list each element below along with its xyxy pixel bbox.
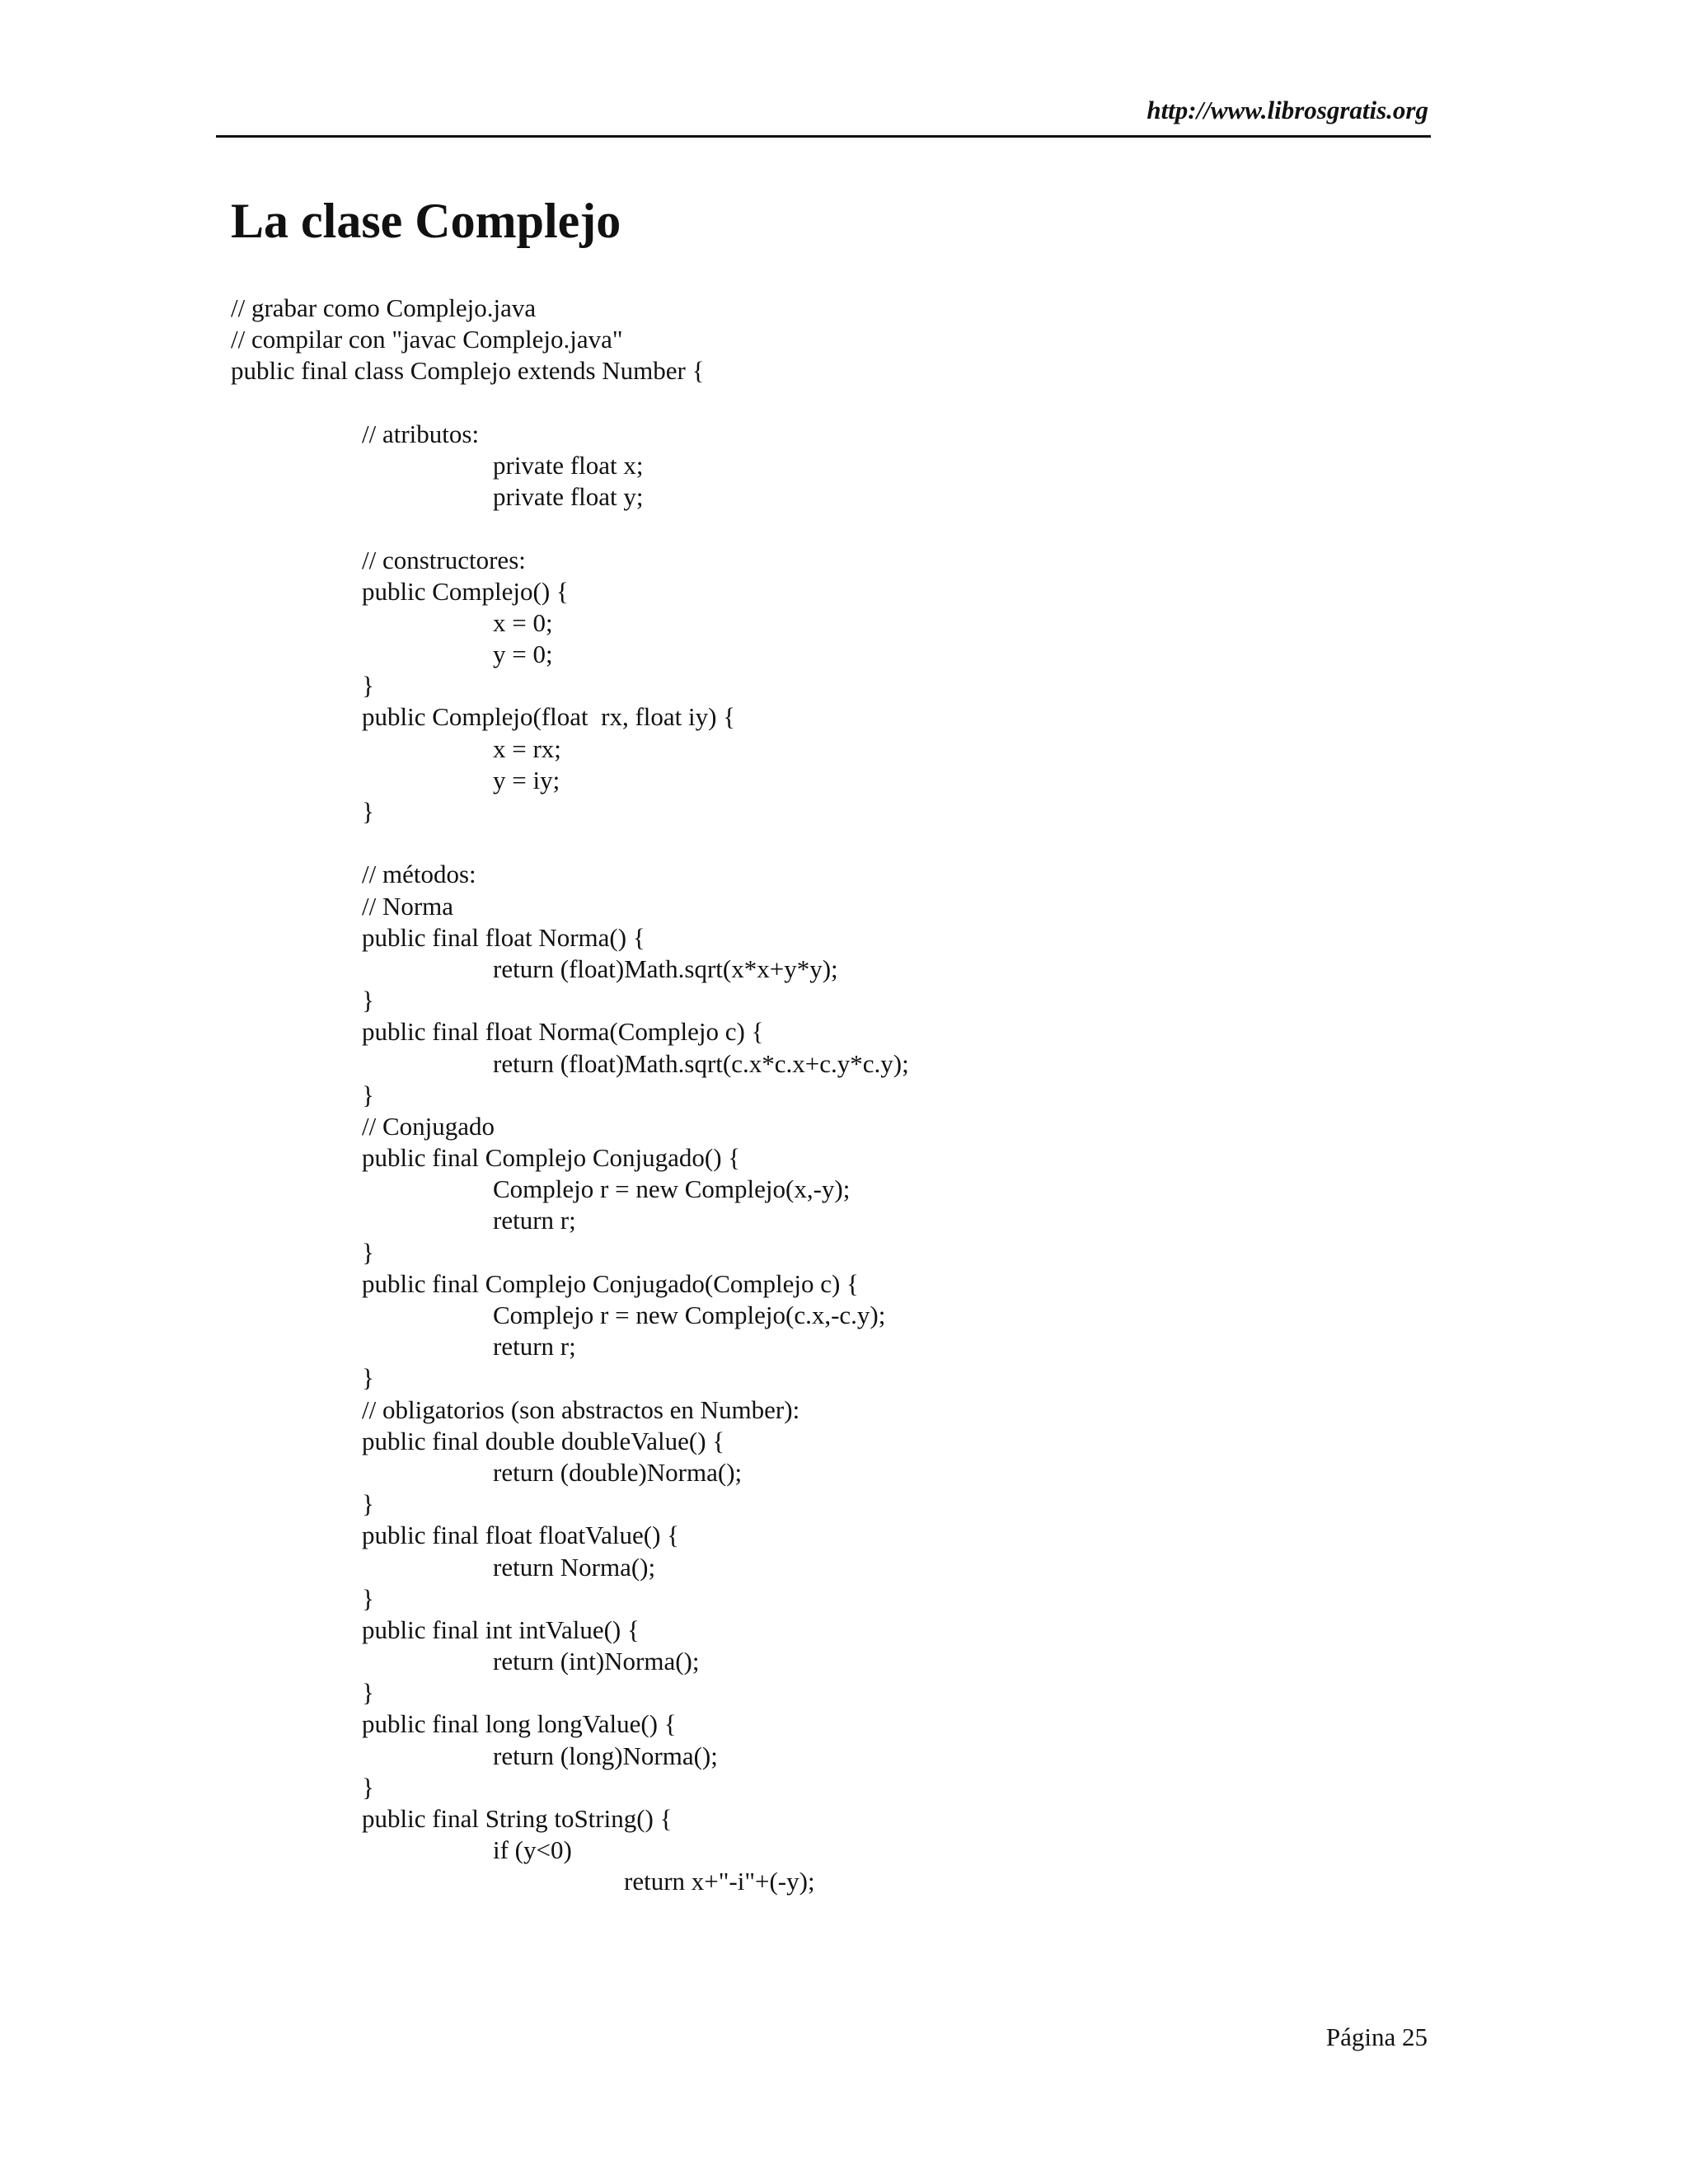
code-line: Complejo r = new Complejo(x,-y); (493, 1174, 851, 1204)
code-line: // atributos: (362, 419, 480, 448)
code-line: public final Complejo Conjugado() { (362, 1143, 741, 1173)
code-line: } (362, 671, 374, 701)
header-rule (216, 135, 1431, 138)
code-line: } (362, 797, 374, 826)
code-block (231, 293, 1401, 1898)
page-number: Página 25 (1325, 2022, 1428, 2051)
code-line: return Norma(); (493, 1552, 656, 1582)
code-line: public Complejo() { (362, 576, 569, 606)
code-line: y = 0; (493, 640, 553, 669)
code-line: return x+"-i"+(-y); (624, 1867, 815, 1896)
code-line: // constructores: (362, 545, 526, 574)
code-line: public final int intValue() { (362, 1615, 640, 1644)
code-line: } (362, 1772, 374, 1802)
code-line: if (y<0) (493, 1835, 572, 1865)
code-line: // métodos: (362, 860, 476, 889)
code-line: return r; (493, 1332, 576, 1361)
code-line: public final float floatValue() { (362, 1521, 680, 1550)
code-line: } (362, 1583, 374, 1613)
code-line: public final double doubleValue() { (362, 1426, 725, 1455)
code-line: return (double)Norma(); (493, 1457, 743, 1487)
code-line: return (long)Norma(); (493, 1741, 718, 1770)
code-line: public Complejo(float rx, float iy) { (362, 702, 736, 732)
code-blank-line (231, 827, 1401, 859)
code-line: } (362, 986, 374, 1015)
code-line: return (float)Math.sqrt(c.x*c.x+c.y*c.y); (493, 1048, 909, 1078)
code-blank-line (231, 513, 1401, 544)
code-line: public final float Norma(Complejo c) { (362, 1017, 764, 1047)
code-line: } (362, 1237, 374, 1267)
code-line: private float x; (493, 450, 644, 480)
code-blank-line (231, 387, 1401, 419)
page-title: La clase Complejo (231, 194, 621, 248)
code-line: public final float Norma() { (362, 922, 645, 952)
code-line: // obligatorios (son abstractos en Number): (362, 1394, 800, 1424)
code-line: return (float)Math.sqrt(x*x+y*y); (493, 954, 838, 983)
code-line: return r; (493, 1206, 576, 1235)
code-line: private float y; (493, 482, 644, 512)
code-line: public final String toString() { (362, 1804, 673, 1833)
code-line: x = 0; (493, 607, 553, 637)
code-line: // compilar con "javac Complejo.java" (231, 325, 623, 354)
code-line: public final Complejo Conjugado(Complejo c) { (362, 1268, 859, 1298)
code-line: Complejo r = new Complejo(c.x,-c.y); (493, 1301, 886, 1329)
code-line: return (int)Norma(); (493, 1647, 700, 1676)
code-line: public final class Complejo extends Number { (231, 356, 705, 386)
code-line: x = rx; (493, 733, 561, 763)
code-line: } (362, 1080, 374, 1109)
code-line: // Norma (362, 891, 454, 921)
code-line: } (362, 1489, 374, 1519)
code-line: } (362, 1363, 374, 1393)
code-line: } (362, 1678, 374, 1708)
code-line: // grabar como Complejo.java (231, 293, 537, 322)
code-line: // Conjugado (362, 1111, 495, 1141)
code-line: y = iy; (493, 765, 560, 794)
code-line: public final long longValue() { (362, 1709, 677, 1739)
header-url: http://www.librosgratis.org (1146, 96, 1428, 124)
